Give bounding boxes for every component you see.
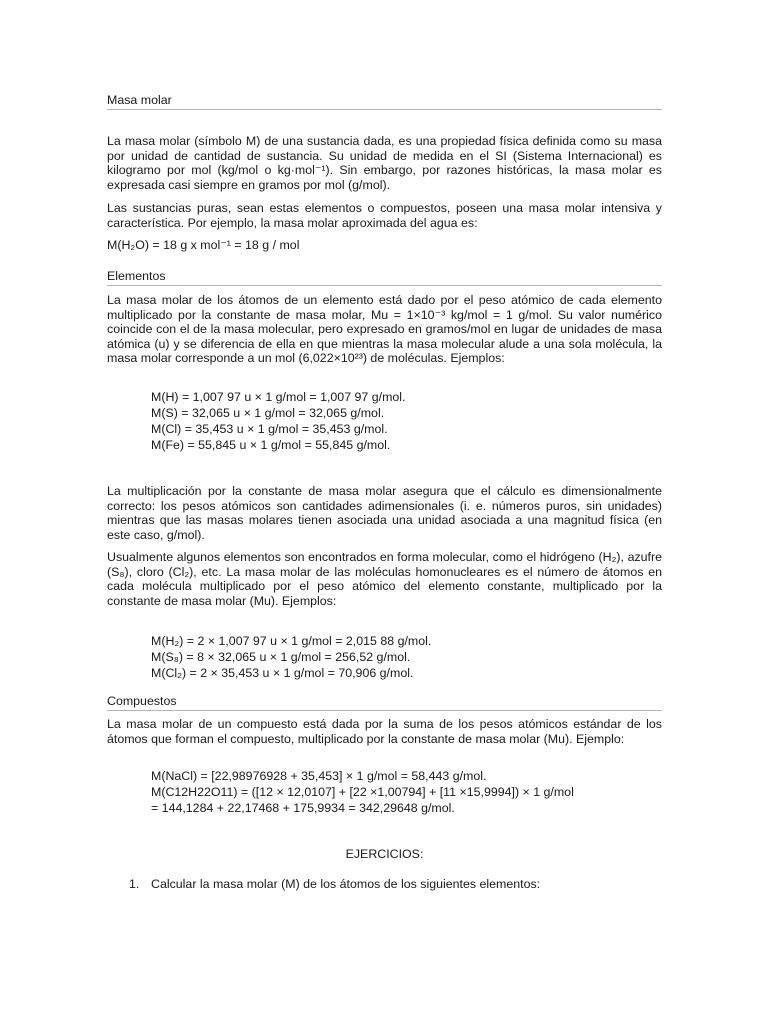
water-molar-mass-formula: M(H₂O) = 18 g x mol⁻¹ = 18 g / mol: [107, 238, 300, 252]
example-line: M(Cl) = 35,453 u × 1 g/mol = 35,453 g/mol.: [151, 422, 388, 436]
example-line: M(NaCl) = [22,98976928 + 35,453] × 1 g/mol = 58,443 g/mol.: [151, 769, 487, 783]
example-line: M(S₈) = 8 × 32,065 u × 1 g/mol = 256,52 g/mol.: [151, 650, 411, 664]
elementos-paragraph-2: La multiplicación por la constante de masa molar asegura que el cálculo es dimensionalmente correcto: los pesos atómicos son cantidades adimensionales (i. e. números puros, sin unidades) mientras que las masas molares tienen asociada una unidad asociada a una magnitud física (en este caso, g/mol).: [107, 484, 662, 542]
intro-paragraph-2: Las sustancias puras, sean estas elementos o compuestos, poseen una masa molar intensiva y característica. Por ejemplo, la masa molar aproximada del agua es:: [107, 201, 662, 230]
exercise-number: 1.: [129, 877, 140, 891]
section-heading-elementos: Elementos: [107, 268, 662, 286]
example-line: M(Cl₂) = 2 × 35,453 u × 1 g/mol = 70,906 g/mol.: [151, 666, 414, 680]
section-heading-masa-molar: Masa molar: [107, 92, 662, 110]
element-examples: [151, 389, 671, 453]
molecule-examples: [151, 633, 671, 681]
example-line: = 144,1284 + 22,17468 + 175,9934 = 342,29648 g/mol.: [151, 801, 455, 815]
intro-paragraph-1: La masa molar (símbolo M) de una sustancia dada, es una propiedad física definida como su masa por unidad de cantidad de sustancia. Su unidad de medida en el SI (Sistema Internacional) es kilogramo por mol (kg/mol o kg·mol⁻¹). Sin embargo, por razones históricas, la masa molar es expresada casi siempre en gramos por mol (g/mol).: [107, 134, 662, 192]
section-heading-compuestos: Compuestos: [107, 693, 662, 711]
exercise-text: Calcular la masa molar (M) de los átomos de los siguientes elementos:: [151, 877, 541, 891]
example-line: M(H₂) = 2 × 1,007 97 u × 1 g/mol = 2,015 88 g/mol.: [151, 634, 432, 648]
example-line: M(C12H22O11) = ([12 × 12,0107] + [22 ×1,00794] + [11 ×15,9994]) × 1 g/mol: [151, 785, 574, 799]
example-line: M(Fe) = 55,845 u × 1 g/mol = 55,845 g/mol.: [151, 438, 391, 452]
elementos-paragraph-1: La masa molar de los átomos de un elemento está dado por el peso atómico de cada elemento multiplicado por la constante de masa molar, Mu = 1×10⁻³ kg/mol = 1 g/mol. Su valor numérico coincide con el de la masa molecular, pero expresado en gramos/mol en lugar de unidades de masa atómica (u) y se diferencia de ella en que mientras la masa molecular alude a una sola molécula, la masa molar corresponde a un mol (6,022×10²³) de moléculas. Ejemplos:: [107, 293, 662, 365]
example-line: M(H) = 1,007 97 u × 1 g/mol = 1,007 97 g/mol.: [151, 390, 406, 404]
example-line: M(S) = 32,065 u × 1 g/mol = 32,065 g/mol.: [151, 406, 385, 420]
compuestos-paragraph-1: La masa molar de un compuesto está dada por la suma de los pesos atómicos estándar de los átomos que forman el compuesto, multiplicado por la constante de masa molar (Mu). Ejemplo:: [107, 717, 662, 746]
elementos-paragraph-3: Usualmente algunos elementos son encontrados en forma molecular, como el hidrógeno (H₂), azufre (S₈), cloro (Cl₂), etc. La masa molar de las moléculas homonucleares es el número de átomos en cada molécula multiplicado por el peso atómico del elemento constante, multiplicado por la constante de masa molar (Mu). Ejemplos:: [107, 550, 662, 608]
ejercicios-title: EJERCICIOS:: [345, 847, 424, 861]
exercise-item-1: [129, 876, 669, 892]
compound-examples: [151, 768, 671, 816]
